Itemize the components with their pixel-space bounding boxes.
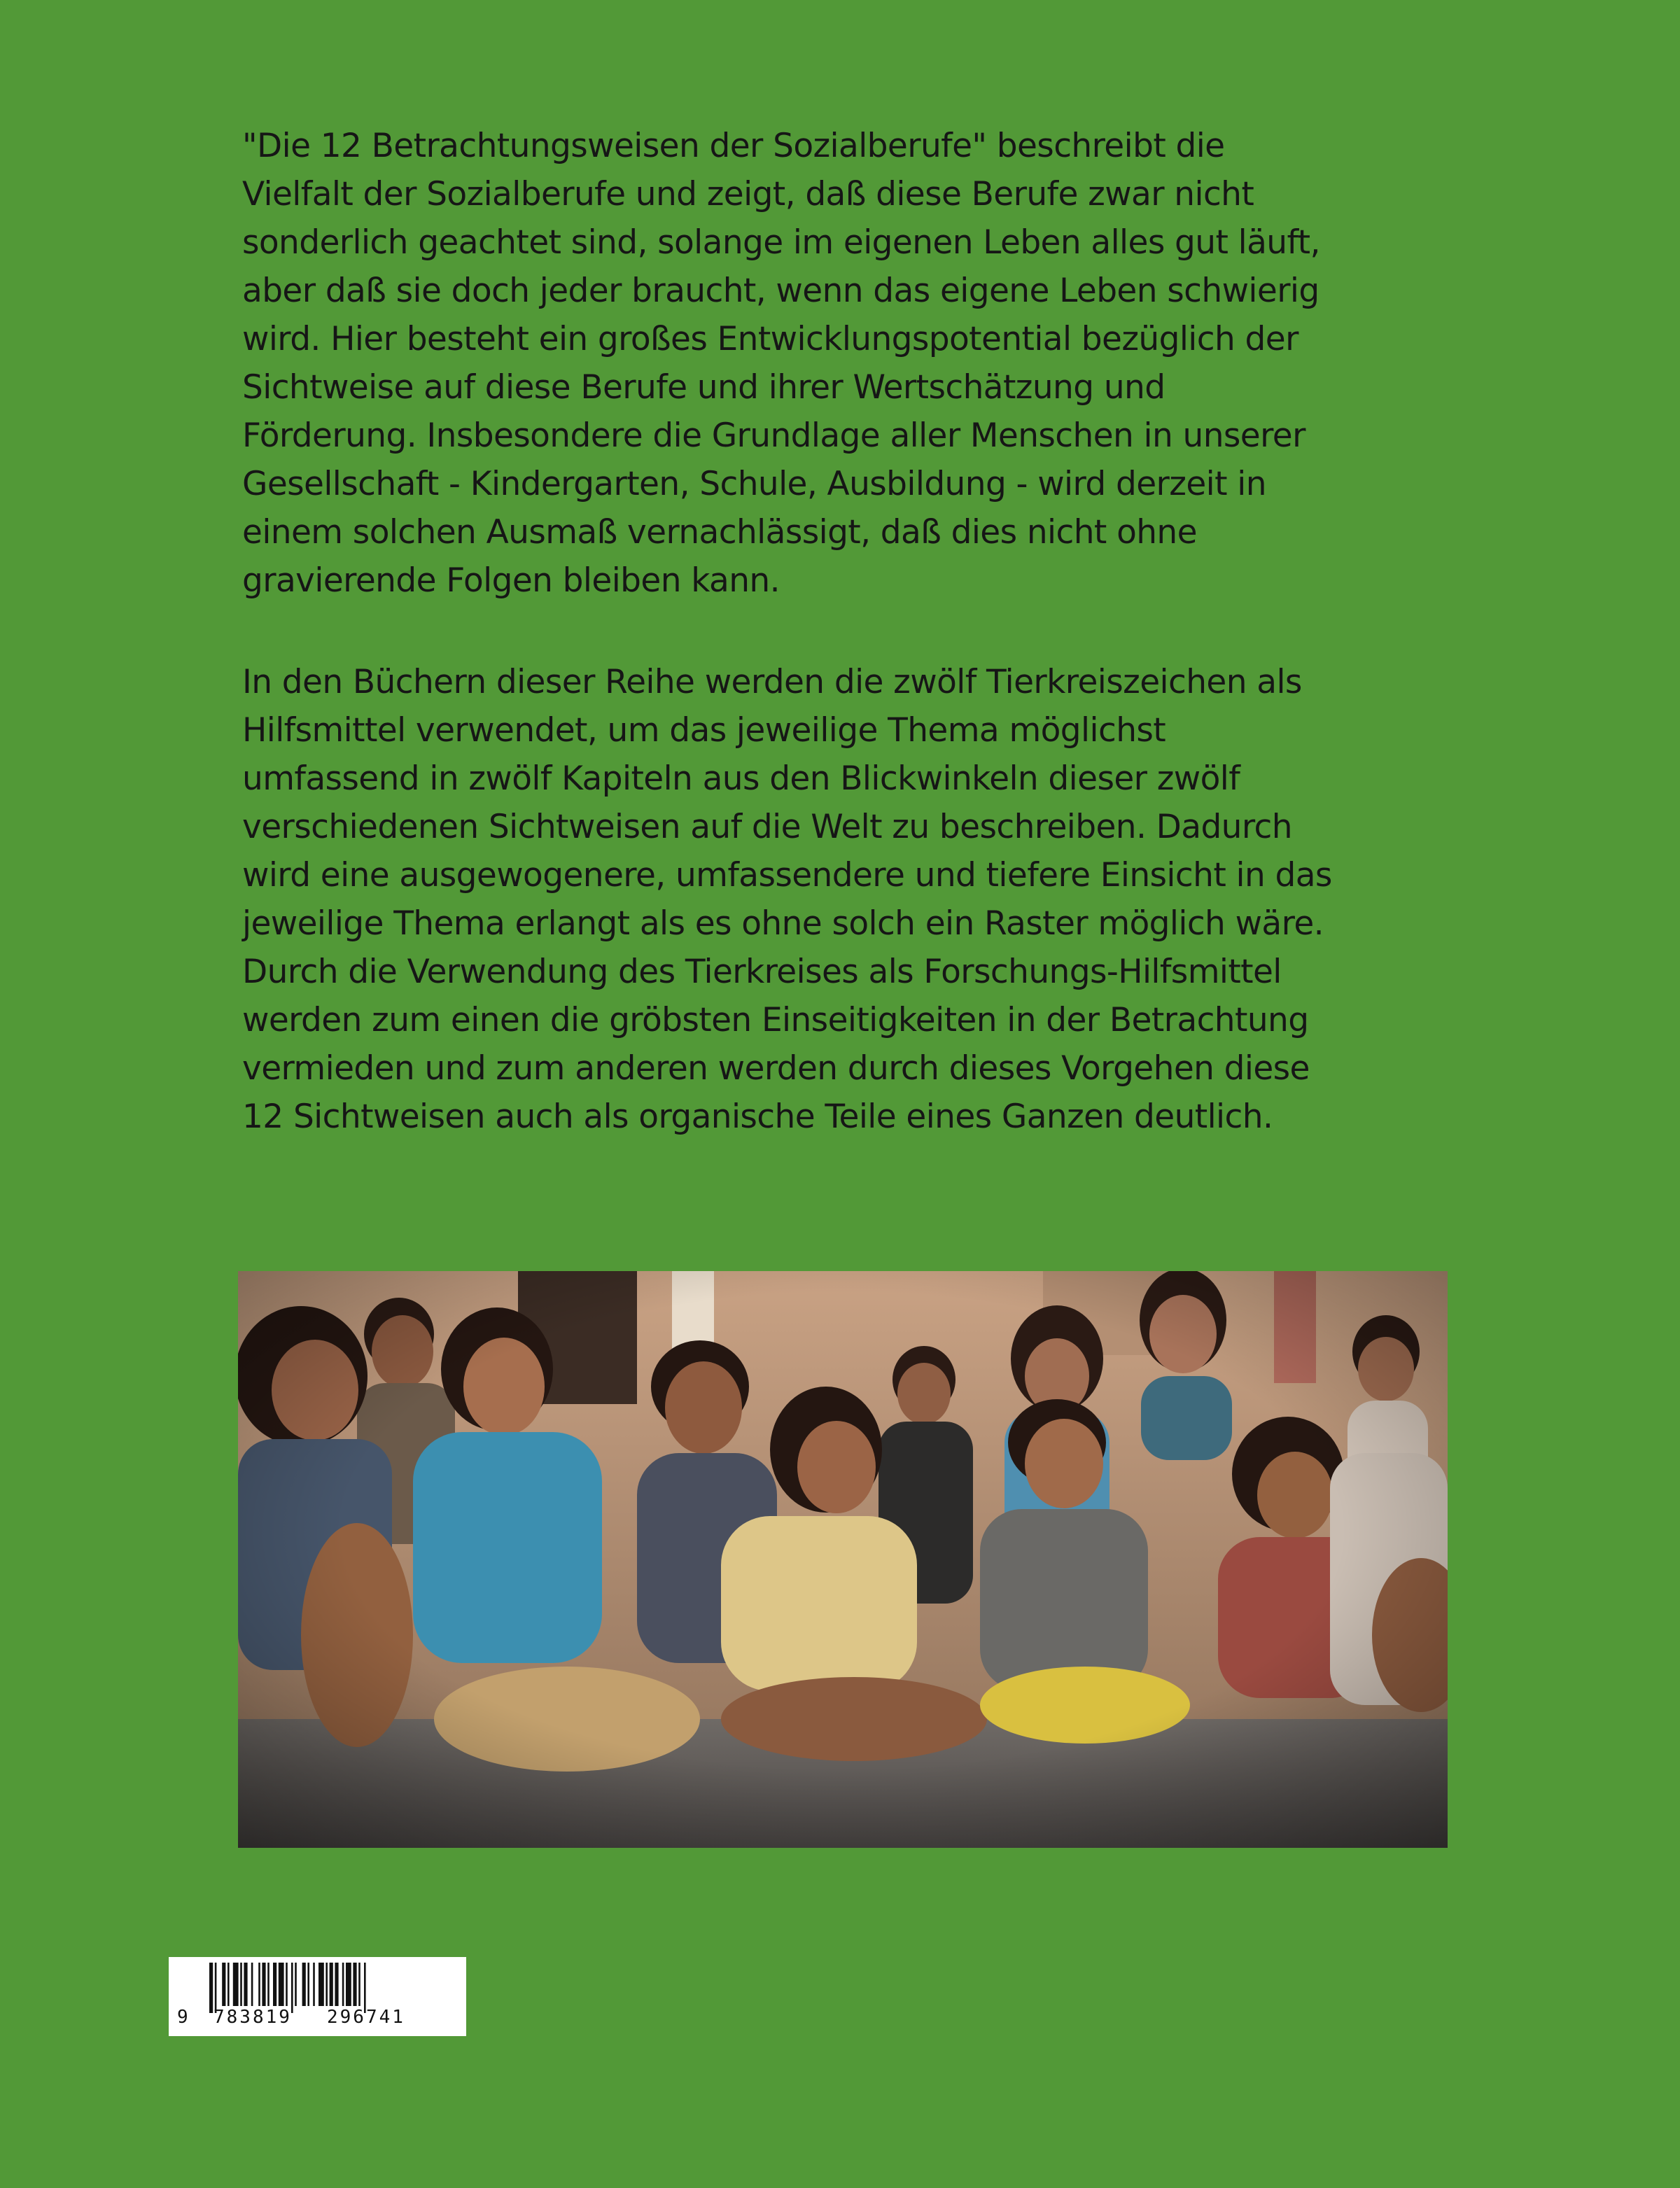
barcode-bar xyxy=(318,1963,324,2006)
paragraph-2-line: verschiedenen Sichtweisen auf die Welt zu beschreiben. Dadurch xyxy=(242,808,1292,846)
barcode-bar xyxy=(330,1963,333,2006)
paragraph-1-line: sonderlich geachtet sind, solange im eigenen Leben alles gut läuft, xyxy=(242,223,1320,262)
paragraph-1-line: einem solchen Ausmaß vernachlässigt, daß dies nicht ohne xyxy=(242,513,1197,552)
paragraph-2-line: Durch die Verwendung des Tierkreises als Forschungs-Hilfsmittel xyxy=(242,953,1282,991)
paragraph-1-line: "Die 12 Betrachtungsweisen der Sozialberufe" beschreibt die xyxy=(242,127,1225,165)
barcode-bar xyxy=(273,1963,276,2006)
barcode-bar xyxy=(222,1963,225,2006)
paragraph-2-line: Hilfsmittel verwendet, um das jeweilige Thema möglichst xyxy=(242,711,1166,750)
paragraph-2-line: In den Büchern dieser Reihe werden die zwölf Tierkreiszeichen als xyxy=(242,663,1302,701)
barcode-bar xyxy=(342,1963,344,2006)
barcode-bar xyxy=(279,1963,284,2006)
paragraph-1-line: gravierende Folgen bleiben kann. xyxy=(242,561,780,600)
barcode-bar xyxy=(295,1963,297,2006)
barcode-bar xyxy=(313,1963,315,2006)
barcode-bar xyxy=(262,1963,265,2006)
barcode-bar xyxy=(267,1963,270,2006)
barcode-bar xyxy=(240,1963,242,2006)
barcode-digits-left: 783819 xyxy=(214,2007,292,2028)
barcode-bar xyxy=(233,1963,239,2006)
barcode-digits xyxy=(169,2005,466,2033)
paragraph-1-line: Gesellschaft - Kindergarten, Schule, Ausbildung - wird derzeit in xyxy=(242,465,1266,503)
barcode-bar xyxy=(286,1963,288,2006)
paragraph-1-line: Sichtweise auf diese Berufe und ihrer Wertschätzung und xyxy=(242,368,1166,407)
barcode-bar xyxy=(335,1963,338,2006)
barcode-bar xyxy=(302,1963,306,2006)
paragraph-1-line: wird. Hier besteht ein großes Entwicklungspotential bezüglich der xyxy=(242,320,1298,358)
paragraph-2-line: 12 Sichtweisen auch als organische Teile eines Ganzen deutlich. xyxy=(242,1097,1273,1136)
back-cover-paragraph-2 xyxy=(242,658,1432,1141)
barcode-bar xyxy=(358,1963,360,2006)
barcode-bar xyxy=(244,1963,247,2006)
paragraph-2-line: umfassend in zwölf Kapiteln aus den Blickwinkeln dieser zwölf xyxy=(242,759,1240,798)
paragraph-2-line: vermieden und zum anderen werden durch dieses Vorgehen diese xyxy=(242,1049,1310,1088)
barcode-bar xyxy=(251,1963,253,2006)
paragraph-1-line: Förderung. Insbesondere die Grundlage aller Menschen in unserer xyxy=(242,416,1306,455)
barcode-bar xyxy=(258,1963,260,2006)
barcode-bar xyxy=(227,1963,230,2006)
paragraph-1-line: Vielfalt der Sozialberufe und zeigt, daß diese Berufe zwar nicht xyxy=(242,175,1254,213)
isbn-barcode xyxy=(169,1957,466,2036)
barcode-bar xyxy=(353,1963,356,2006)
paragraph-2-line: werden zum einen die gröbsten Einseitigkeiten in der Betrachtung xyxy=(242,1001,1309,1039)
barcode-bar xyxy=(346,1963,351,2006)
barcode-digits-right: 296741 xyxy=(327,2007,405,2028)
barcode-bar xyxy=(307,1963,309,2006)
barcode-digit-first: 9 xyxy=(177,2007,188,2028)
paragraph-2-line: wird eine ausgewogenere, umfassendere und tiefere Einsicht in das xyxy=(242,856,1332,895)
back-cover-paragraph-1 xyxy=(242,122,1432,605)
children-photo xyxy=(238,1271,1448,1848)
paragraph-2-line: jeweilige Thema erlangt als es ohne solch ein Raster möglich wäre. xyxy=(242,904,1324,943)
barcode-bar xyxy=(326,1963,328,2006)
paragraph-1-line: aber daß sie doch jeder braucht, wenn das eigene Leben schwierig xyxy=(242,272,1320,310)
